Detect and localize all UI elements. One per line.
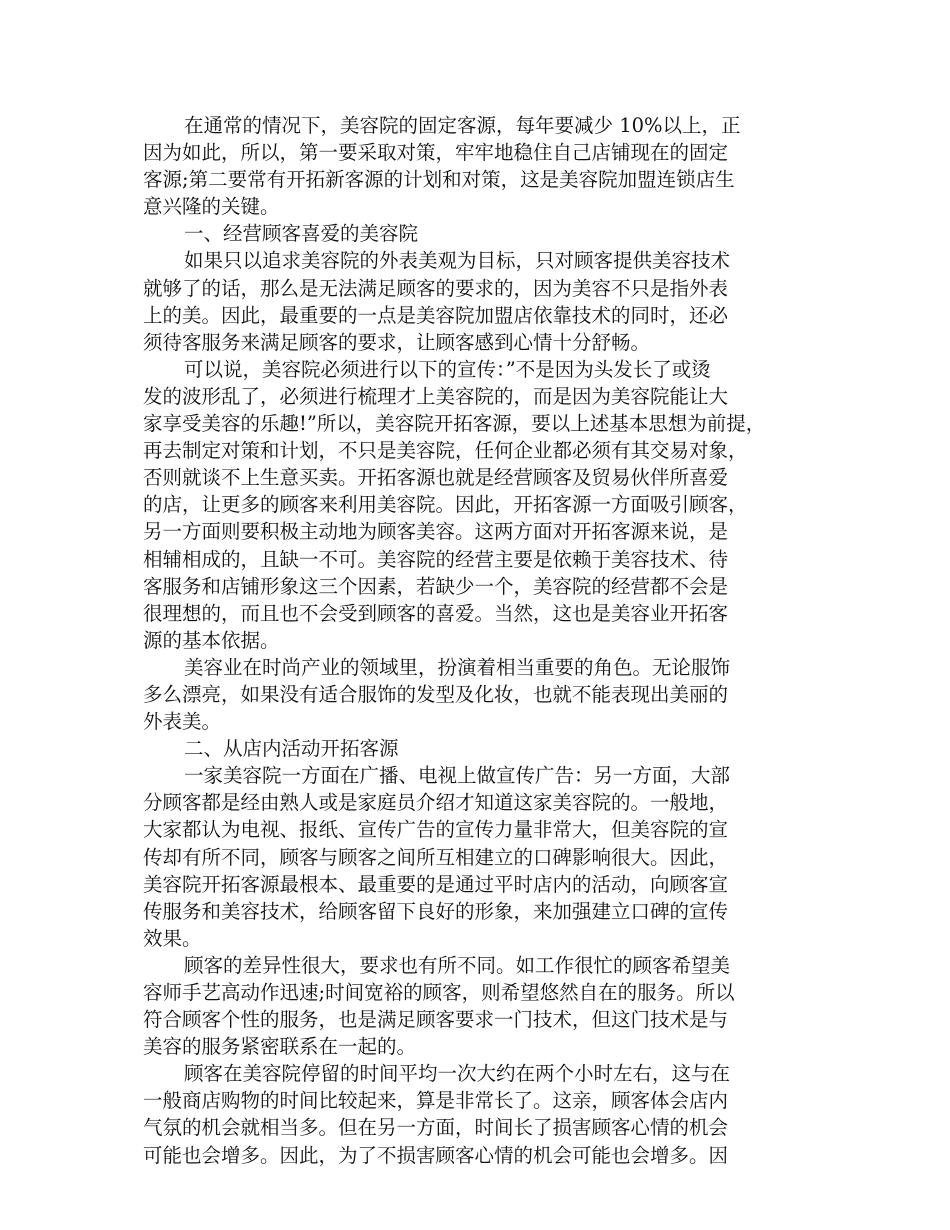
paragraph (143, 356, 823, 654)
text-line: 相辅相成的，且缺一不可。美容院的经营主要是依赖于美容技术、待 (143, 547, 729, 571)
text-line: 大家都认为电视、报纸、宣传广告的宣传力量非常大，但美容院的宣 (143, 818, 729, 842)
document-body (143, 112, 823, 1169)
section-heading (143, 220, 823, 247)
text-line: 美容的服务紧密联系在一起的。 (143, 1035, 417, 1059)
paragraph (143, 112, 823, 220)
text-line: 否则就谈不上生意买卖。开拓客源也就是经营顾客及贸易伙伴所喜爱 (143, 466, 729, 490)
text-line: 另一方面则要积极主动地为顾客美容。这两方面对开拓客源来说，是 (143, 520, 729, 544)
text-line: 一、经营顾客喜爱的美容院 (184, 222, 419, 246)
text-line: 可以说，美容院必须进行以下的宣传：”不是因为头发长了或烫 (184, 357, 711, 381)
text-line: 二、从店内活动开拓客源 (184, 737, 399, 761)
text-line: 因为如此，所以，第一要采取对策，牢牢地稳住自己店铺现在的固定 (143, 141, 729, 165)
paragraph (143, 952, 823, 1060)
text-line: 美容业在时尚产业的领域里，扮演着相当重要的角色。无论服饰 (184, 655, 731, 679)
text-line: 分顾客都是经由熟人或是家庭员介绍才知道这家美容院的。一般地， (143, 791, 729, 815)
text-line: 多么漂亮，如果没有适合服饰的发型及化妆，也就不能表现出美丽的 (143, 682, 729, 706)
text-line: 发的波形乱了，必须进行梳理才上美容院的，而是因为美容院能让大 (143, 384, 729, 408)
text-line: 上的美。因此，最重要的一点是美容院加盟店依靠技术的同时，还必 (143, 303, 729, 327)
paragraph (143, 247, 823, 355)
paragraph (143, 1060, 823, 1168)
text-line: 容师手艺高动作迅速;时间宽裕的顾客，则希望悠然自在的服务。所以 (143, 981, 735, 1004)
text-line: 如果只以追求美容院的外表美观为目标，只对顾客提供美容技术 (184, 249, 731, 273)
text-line: 很理想的，而且也不会受到顾客的喜爱。当然，这也是美容业开拓客 (143, 601, 729, 625)
text-line: 顾客在美容院停留的时间平均一次大约在两个小时左右，这与在 (184, 1062, 731, 1086)
section-heading (143, 735, 823, 762)
text-line: 客服务和店铺形象这三个因素，若缺少一个，美容院的经营都不会是 (143, 574, 729, 598)
text-line: 符合顾客个性的服务，也是满足顾客要求一门技术，但这门技术是与 (143, 1008, 729, 1032)
text-line: 传服务和美容技术，给顾客留下良好的形象，来加强建立口碑的宣传 (143, 899, 729, 923)
paragraph (143, 654, 823, 735)
text-line: 家享受美容的乐趣!”所以，美容院开拓客源，要以上述基本思想为前提， (143, 412, 766, 436)
text-line: 就够了的话，那么是无法满足顾客的要求的，因为美容不只是指外表 (143, 276, 729, 300)
text-line: 传却有所不同，顾客与顾客之间所互相建立的口碑影响很大。因此， (143, 845, 729, 869)
text-line: 客源;第二要常有开拓新客源的计划和对策，这是美容院加盟连锁店生 (143, 168, 735, 192)
text-line: 可能也会增多。因此，为了不损害顾客心情的机会可能也会增多。因 (143, 1143, 729, 1167)
text-line: 意兴隆的关键。 (143, 195, 280, 219)
text-line: 外表美。 (143, 710, 222, 734)
text-line: 再去制定对策和计划，不只是美容院，任何企业都必须有其交易对象， (143, 439, 748, 463)
text-line: 一家美容院一方面在广播、电视上做宣传广告：另一方面，大部 (184, 764, 731, 788)
text-line: 的店，让更多的顾客来利用美容院。因此，开拓客源一方面吸引顾客， (143, 493, 748, 517)
text-line: 效果。 (143, 926, 202, 950)
text-line: 气氛的机会就相当多。但在另一方面，时间长了损害顾客心情的机会 (143, 1116, 729, 1140)
text-line: 顾客的差异性很大，要求也有所不同。如工作很忙的顾客希望美 (184, 953, 731, 977)
paragraph (143, 762, 823, 952)
text-line: 美容院开拓客源最根本、最重要的是通过平时店内的活动，向顾客宣 (143, 872, 729, 896)
text-line: 在通常的情况下，美容院的固定客源，每年要减少 10%以上，正 (184, 114, 741, 137)
text-line: 须待客服务来满足顾客的要求，让顾客感到心情十分舒畅。 (143, 330, 651, 354)
text-line: 源的基本依据。 (143, 628, 280, 652)
text-line: 一般商店购物的时间比较起来，算是非常长了。这亲，顾客体会店内 (143, 1089, 729, 1113)
